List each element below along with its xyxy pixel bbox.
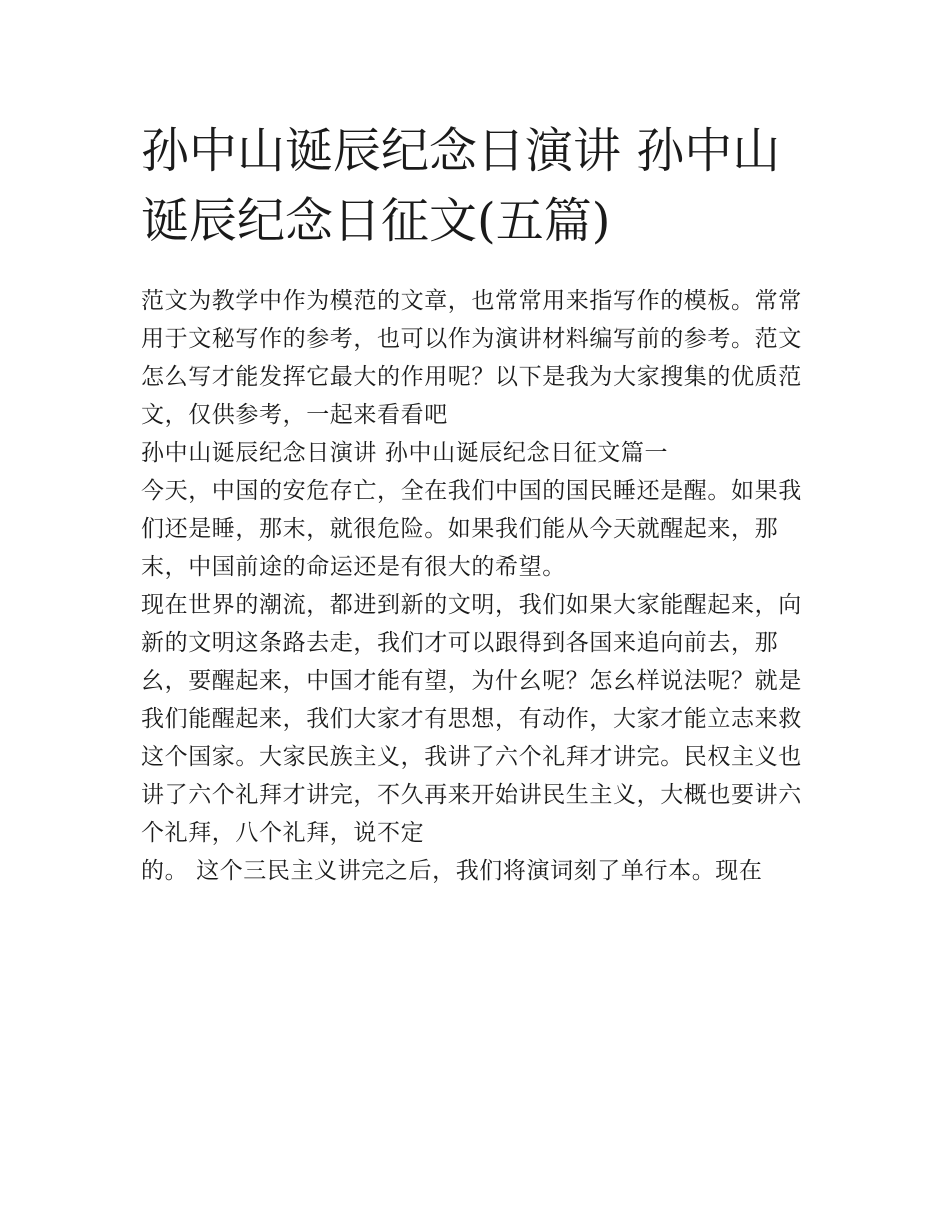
body-paragraph-1: 今天，中国的安危存亡，全在我们中国的国民睡还是醒。如果我们还是睡，那末，就很危险。如果我们能从今天就醒起来，那末，中国前途的命运还是有很大的希望。 (141, 478, 802, 580)
section-heading: 孙中山诞辰纪念日演讲 孙中山诞辰纪念日征文篇一 (141, 440, 669, 466)
document-body (141, 282, 821, 890)
body-paragraph-2: 现在世界的潮流，都进到新的文明，我们如果大家能醒起来，向新的文明这条路去走，我们才可以跟得到各国来追向前去，那幺，要醒起来，中国才能有望，为什幺呢？怎幺样说法呢？就是我们能醒起来，我们大家才有思想，有动作，大家才能立志来救这个国家。大家民族主义，我讲了六个礼拜才讲完。民权主义也讲了六个礼拜才讲完，不久再来开始讲民生主义，大概也要讲六个礼拜，八个礼拜，说不定 (141, 592, 802, 846)
intro-paragraph: 范文为教学中作为模范的文章，也常常用来指写作的模板。常常用于文秘写作的参考，也可以作为演讲材料编写前的参考。范文怎么写才能发挥它最大的作用呢？以下是我为大家搜集的优质范文，仅供参考，一起来看看吧 (141, 288, 802, 428)
body-paragraph-3: 的。 这个三民主义讲完之后，我们将演词刻了单行本。现在 (141, 858, 763, 884)
document-title: 孙中山诞辰纪念日演讲 孙中山诞辰纪念日征文(五篇) (141, 123, 781, 249)
